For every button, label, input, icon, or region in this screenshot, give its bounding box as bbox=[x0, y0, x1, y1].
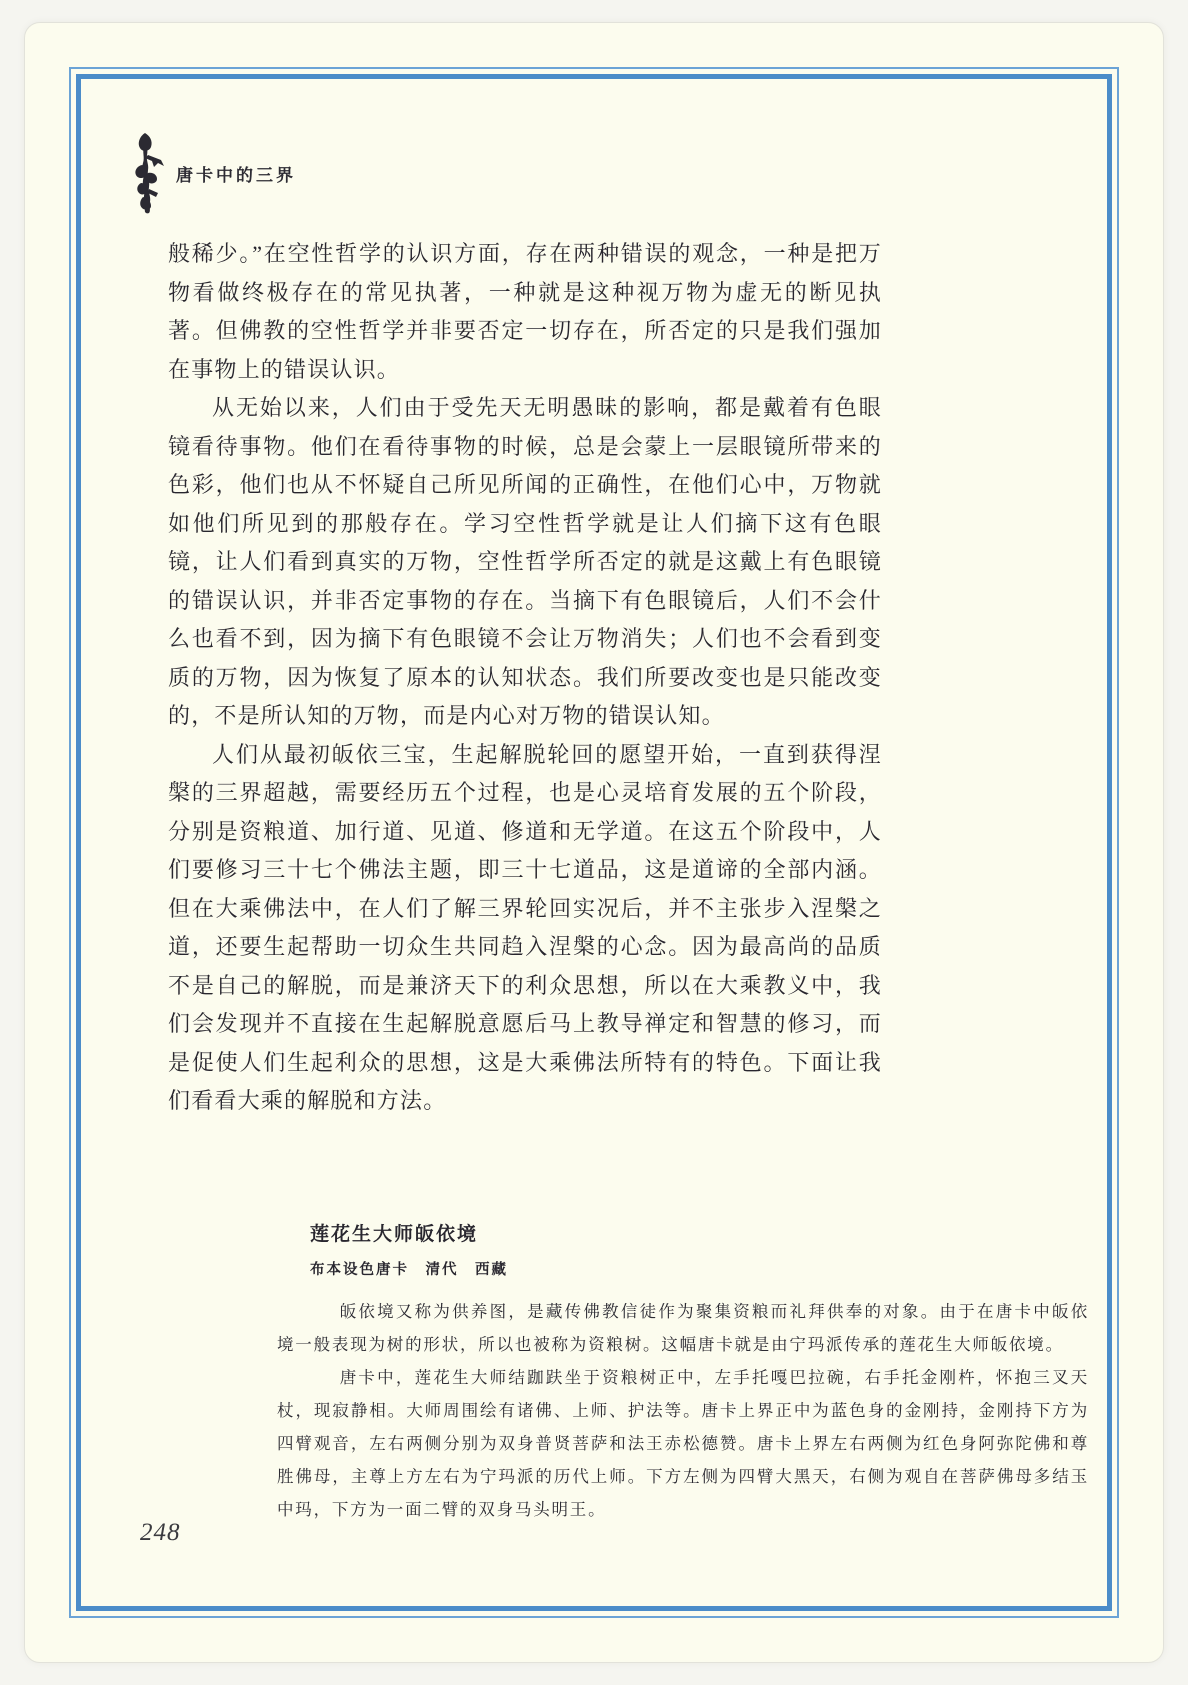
body-paragraph: 般稀少。”在空性哲学的认识方面，存在两种错误的观念，一种是把万物看做终极存在的常见执著，一种就是这种视万物为虚无的断见执著。但佛教的空性哲学并非要否定一切存在，所否定的只是我们强加在事物上的错误认识。 bbox=[168, 241, 882, 382]
caption-title: 莲花生大师皈依境 bbox=[310, 1224, 479, 1245]
caption-subtitle: 布本设色唐卡 清代 西藏 bbox=[310, 1262, 508, 1278]
figure-caption bbox=[277, 1219, 1089, 1526]
body-paragraph: 人们从最初皈依三宝，生起解脱轮回的愿望开始，一直到获得涅槃的三界超越，需要经历五个过程，也是心灵培育发展的五个阶段，分别是资粮道、加行道、见道、修道和无学道。在这五个阶段中，人们要修习三十七个佛法主题，即三十七道品，这是道谛的全部内涵。但在大乘佛法中，在人们了解三界轮回实况后，并不主张步入涅槃之道，还要生起帮助一切众生共同趋入涅槃的心念。因为最高尚的品质不是自己的解脱，而是兼济天下的利众思想，所以在大乘教义中，我们会发现并不直接在生起解脱意愿后马上教导禅定和智慧的修习，而是促使人们生起利众的思想，这是大乘佛法所特有的特色。下面让我们看看大乘的解脱和方法。 bbox=[168, 741, 882, 1113]
book-page bbox=[24, 22, 1164, 1663]
running-header bbox=[128, 131, 296, 215]
page-number: 248 bbox=[140, 1519, 181, 1546]
running-header-title: 唐卡中的三界 bbox=[176, 165, 296, 185]
body-paragraph: 从无始以来，人们由于受先天无明愚昧的影响，都是戴着有色眼镜看待事物。他们在看待事物的时候，总是会蒙上一层眼镜所带来的色彩，他们也从不怀疑自己所见所闻的正确性，在他们心中，万物就如他们所见到的那般存在。学习空性哲学就是让人们摘下这有色眼镜，让人们看到真实的万物，空性哲学所否定的就是这戴上有色眼镜的错误认识，并非否定事物的存在。当摘下有色眼镜后，人们不会什么也看不到，因为摘下有色眼镜不会让万物消失；人们也不会看到变质的万物，因为恢复了原本的认知状态。我们所要改变也是只能改变的，不是所认知的万物，而是内心对万物的错误认知。 bbox=[168, 395, 882, 728]
ink-tree-logo-icon bbox=[128, 131, 166, 215]
caption-paragraph: 皈依境又称为供养图，是藏传佛教信徒作为聚集资粮而礼拜供奉的对象。由于在唐卡中皈依境一般表现为树的形状，所以也被称为资粮树。这幅唐卡就是由宁玛派传承的莲花生大师皈依境。 bbox=[277, 1302, 1089, 1354]
body-text bbox=[168, 235, 882, 1121]
caption-paragraph: 唐卡中，莲花生大师结跏趺坐于资粮树正中，左手托嘎巴拉碗，右手托金刚杵，怀抱三叉天杖，现寂静相。大师周围绘有诸佛、上师、护法等。唐卡上界正中为蓝色身的金刚持，金刚持下方为四臂观音，左右两侧分别为双身普贤菩萨和法王赤松德赞。唐卡上界左右两侧为红色身阿弥陀佛和尊胜佛母，主尊上方左右为宁玛派的历代上师。下方左侧为四臂大黑天，右侧为观自在菩萨佛母多结玉中玛，下方为一面二臂的双身马头明王。 bbox=[277, 1368, 1089, 1519]
